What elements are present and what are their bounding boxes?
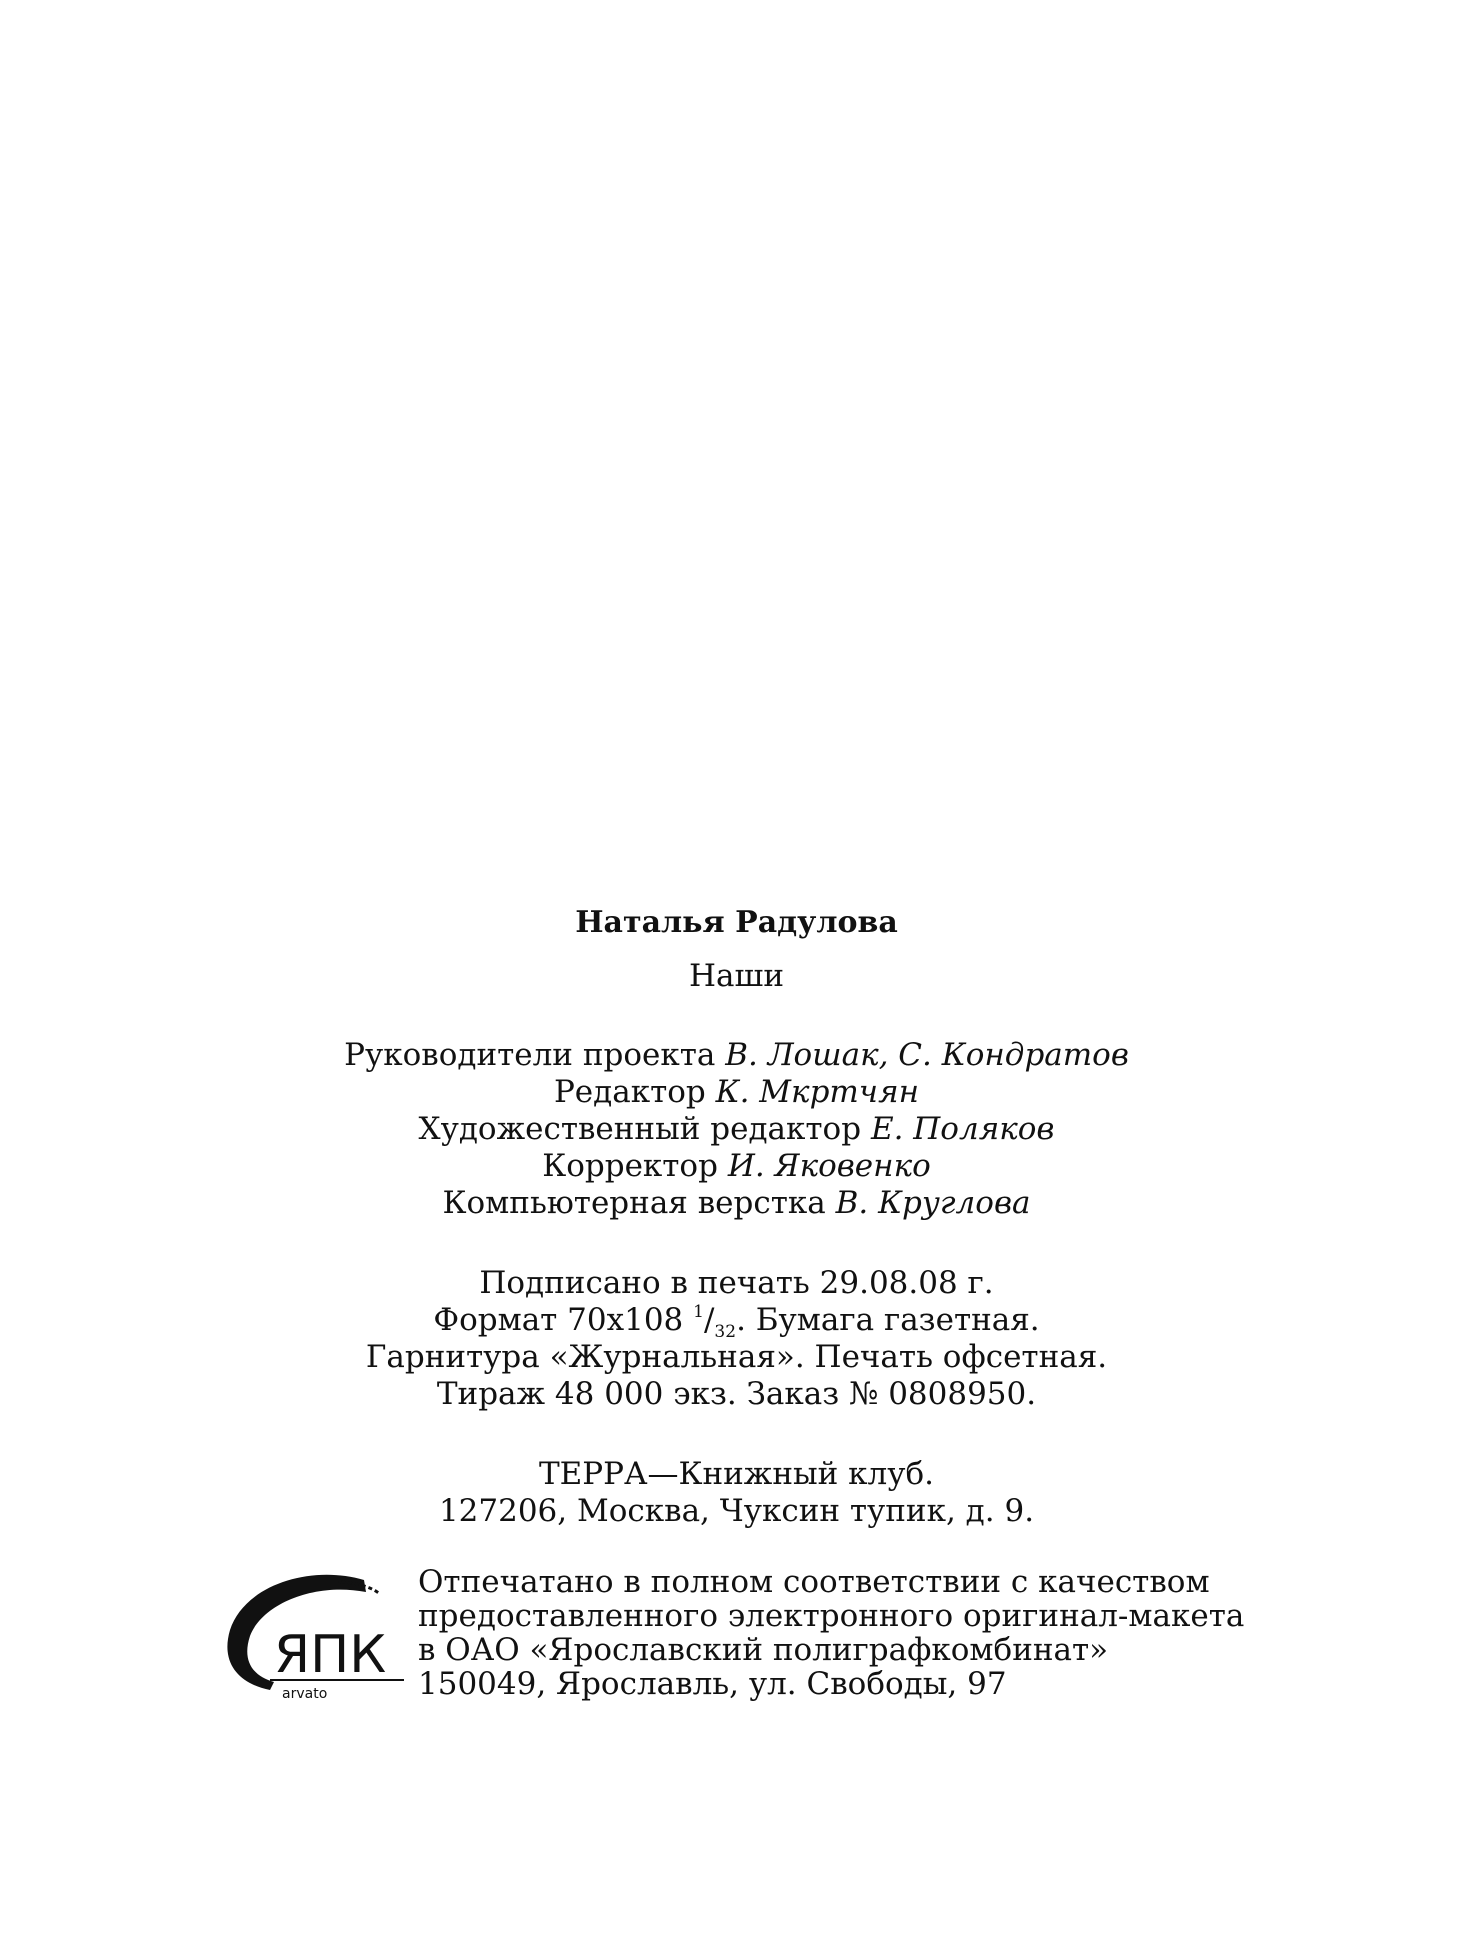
print-signed: Подписано в печать 29.08.08 г.: [479, 1265, 994, 1301]
credit-line: [0, 1037, 1473, 1073]
credit-role: Руководители проекта: [344, 1037, 716, 1073]
credit-line: [0, 1111, 1473, 1147]
credit-names: В. Лошак, С. Кондратов: [725, 1037, 1129, 1073]
credit-line: [0, 1148, 1473, 1184]
format-suffix: . Бумага газетная.: [736, 1302, 1040, 1338]
print-run: Тираж 48 000 экз. Заказ № 0808950.: [436, 1376, 1037, 1412]
publisher-address: 127206, Москва, Чуксин тупик, д. 9.: [438, 1493, 1035, 1529]
credit-names: В. Круглова: [835, 1185, 1031, 1221]
format-prefix: Формат 70x108: [433, 1302, 684, 1338]
printer-line: 150049, Ярославль, ул. Свободы, 97: [418, 1666, 1007, 1702]
credit-line: [0, 1185, 1473, 1221]
credit-role: Художественный редактор: [418, 1111, 862, 1147]
printer-line: Отпечатано в полном соответствии с качеством: [418, 1564, 1210, 1600]
format-slash: /: [703, 1302, 715, 1338]
logo-text: ЯПК: [274, 1625, 387, 1685]
format-denominator: 32: [714, 1322, 737, 1342]
credit-names: К. Мкртчян: [715, 1074, 920, 1110]
print-typeface: Гарнитура «Журнальная». Печать офсетная.: [365, 1339, 1108, 1375]
author-name: Наталья Радулова: [575, 905, 898, 940]
credit-role: Редактор: [553, 1074, 706, 1110]
printer-line: в ОАО «Ярославский полиграфкомбинат»: [418, 1632, 1109, 1668]
publisher-name: ТЕРРА—Книжный клуб.: [538, 1456, 934, 1492]
credit-names: И. Яковенко: [727, 1148, 931, 1184]
print-format: [0, 1302, 1473, 1342]
printer-line: предоставленного электронного оригинал-макета: [418, 1598, 1245, 1634]
credit-role: Компьютерная верстка: [442, 1185, 826, 1221]
logo-subtext: arvato: [282, 1686, 328, 1702]
credit-line: [0, 1074, 1473, 1110]
format-numerator: 1: [693, 1302, 704, 1322]
book-title: Наши: [689, 958, 784, 994]
credit-role: Корректор: [542, 1148, 718, 1184]
printer-info: [418, 1565, 1438, 1701]
credit-names: Е. Поляков: [870, 1111, 1055, 1147]
printer-logo: [214, 1568, 404, 1708]
